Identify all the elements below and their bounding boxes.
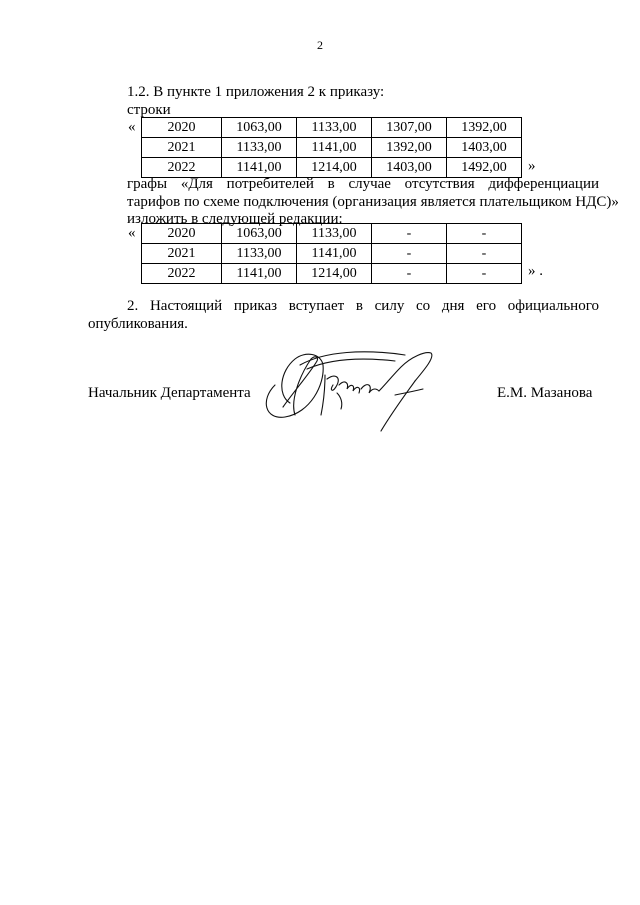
signatory-name: Е.М. Мазанова	[497, 385, 593, 401]
handwritten-signature	[255, 345, 455, 435]
rows-label: строки	[127, 102, 171, 118]
table-row	[142, 244, 522, 264]
table-cell-value: 1063,00	[222, 224, 297, 244]
table-cell-value: 1141,00	[297, 138, 372, 158]
table-cell-value: 1133,00	[222, 138, 297, 158]
table-cell-value: 1133,00	[297, 224, 372, 244]
table-cell-value: 1133,00	[297, 118, 372, 138]
page-number: 2	[317, 38, 323, 52]
table-cell-value: 1141,00	[222, 158, 297, 178]
column-text-line2: тарифов по схеме подключения (организация является плательщиком НДС)»	[127, 194, 619, 210]
table-cell-value: -	[372, 224, 447, 244]
column-text-line3: изложить в следующей редакции:	[127, 211, 343, 227]
table-cell-value: 1141,00	[222, 264, 297, 284]
table-cell-value: -	[447, 244, 522, 264]
table-cell-year: 2021	[142, 244, 222, 264]
table-cell-year: 2020	[142, 118, 222, 138]
table-cell-value: -	[447, 224, 522, 244]
rates-table-revised	[141, 223, 522, 284]
table-cell-value: 1133,00	[222, 244, 297, 264]
table-cell-year: 2021	[142, 138, 222, 158]
signatory-position: Начальник Департамента	[88, 385, 251, 401]
table-cell-year: 2022	[142, 264, 222, 284]
table-cell-value: 1403,00	[372, 158, 447, 178]
table-row	[142, 138, 522, 158]
table-cell-value: 1307,00	[372, 118, 447, 138]
table2-close-quote: » .	[528, 263, 543, 279]
table1-open-quote: «	[128, 119, 136, 135]
clause2-line1: 2. Настоящий приказ вступает в силу со дня его официального	[127, 298, 599, 314]
clause2-line2: опубликования.	[88, 316, 188, 332]
table-cell-value: 1214,00	[297, 264, 372, 284]
rates-table-original	[141, 117, 522, 178]
table-row	[142, 224, 522, 244]
table-cell-value: 1063,00	[222, 118, 297, 138]
table-row	[142, 118, 522, 138]
table-cell-value: 1403,00	[447, 138, 522, 158]
table-cell-value: 1141,00	[297, 244, 372, 264]
table-cell-value: -	[447, 264, 522, 284]
table-cell-year: 2022	[142, 158, 222, 178]
column-text-line1: графы «Для потребителей в случае отсутствия дифференциации	[127, 176, 599, 192]
table-cell-value: 1392,00	[372, 138, 447, 158]
table-cell-value: 1392,00	[447, 118, 522, 138]
table1-close-quote: »	[528, 158, 536, 174]
table-row	[142, 264, 522, 284]
table-cell-value: 1214,00	[297, 158, 372, 178]
table-cell-value: 1492,00	[447, 158, 522, 178]
table-cell-value: -	[372, 244, 447, 264]
section-heading: 1.2. В пункте 1 приложения 2 к приказу:	[127, 84, 385, 100]
table2-open-quote: «	[128, 225, 136, 241]
table-cell-value: -	[372, 264, 447, 284]
table-cell-year: 2020	[142, 224, 222, 244]
